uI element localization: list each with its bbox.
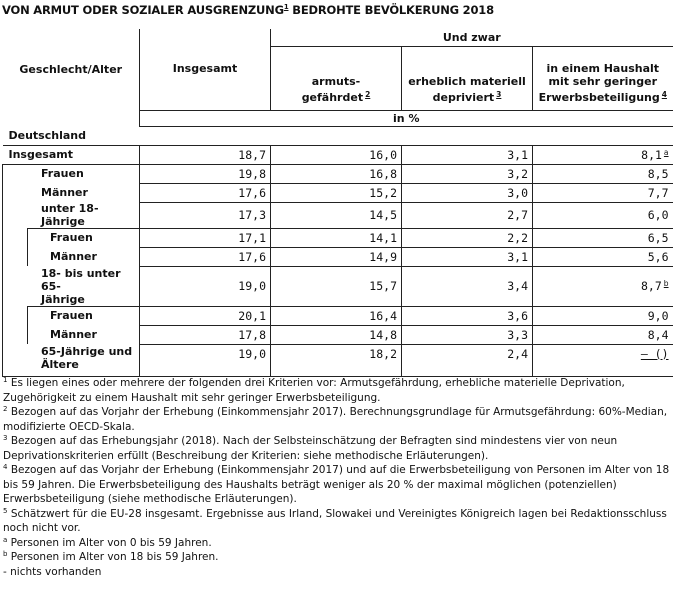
table-row: Frauen 20,1 16,4 3,6 9,0 (3, 306, 673, 325)
table-row: Frauen 17,1 14,1 2,2 6,5 (3, 228, 673, 247)
footnote: $^a$ Personen im Alter von 0 bis 59 Jahren. (3, 535, 212, 549)
footnotes (3, 376, 671, 579)
footnote: $^1$ Es liegen eines oder mehrere der folgenden drei Kriterien vor: Armutsgefährdung, erhebliche materielle Deprivation, Zugehörigkeit zu einem Haushalt mit sehr geringer Erwerbsbeteiligung. (3, 376, 625, 404)
header-und-zwar: Und zwar (271, 29, 673, 46)
table-row: Frauen 19,8 16,8 3,2 8,5 (3, 164, 673, 183)
section-label: Deutschland (3, 126, 673, 145)
header-label: Geschlecht/Alter (19, 63, 123, 76)
header-haushalt: in einem Haushalt mit sehr geringer Erwerbsbeteiligung $^4$ (533, 46, 673, 110)
footnote: - nichts vorhanden (3, 565, 102, 578)
table-row: Männer 17,8 14,8 3,3 8,4 (3, 325, 673, 344)
table-row: 65-Jährige und Ältere 19,0 18,2 2,4 – () (3, 344, 673, 376)
footnote: $^3$ Bezogen auf das Erhebungsjahr (2018). Nach der Selbsteinschätzung der Befragten sind mindestens vier von neun Deprivationskriterien erfüllt (Beschreibung der Kriterien: siehe methodische Erläuterungen). (3, 434, 618, 462)
poverty-table (2, 29, 673, 377)
header-armut: armuts- gefährdet $^2$ (271, 46, 402, 110)
table-title: VON ARMUT ODER SOZIALER AUSGRENZUNG$^1$ BEDROHTE BEVÖLKERUNG 2018 (2, 3, 494, 17)
table-row: unter 18-Jährige 17,3 14,5 2,7 6,0 (3, 202, 673, 228)
footnote: $^b$ Personen im Alter von 18 bis 59 Jahren. (3, 550, 219, 563)
table-row: 18- bis unter 65- Jährige 19,0 15,7 3,4 8,7 $^b$ (3, 266, 673, 306)
table-row: Männer 17,6 14,9 3,1 5,6 (3, 247, 673, 266)
header-total: Insgesamt (140, 29, 271, 110)
footnote: $^2$ Bezogen auf das Vorjahr der Erhebung (Einkommensjahr 2017). Berechnungsgrundlage für Armutsgefährdung: 60%-Median, modifizierte OECD-Skala. (3, 405, 668, 433)
footnote: $^5$ Schätzwert für die EU-28 insgesamt. Ergebnisse aus Irland, Slowakei und Vereinigtes Königreich lagen bei Redaktionsschluss noch nicht vor. (3, 506, 667, 534)
header-depriv: erheblich materiell depriviert $^3$ (402, 46, 533, 110)
footnote: $^4$ Bezogen auf das Vorjahr der Erhebung (Einkommensjahr 2017) und auf die Erwerbsbeteiligung von Personen im Alter von 18 bis 59 Jahren. Die Erwerbsbeteiligung des Haushalts beträgt weniger als 20 % der maximal möglichen (potenziellen) Erwerbsbeteiligung (siehe methodische Erläuterungen). (3, 463, 670, 505)
unit-label: in % (140, 110, 673, 126)
table-row: Männer 17,6 15,2 3,0 7,7 (3, 183, 673, 202)
table-row: Insgesamt 18,7 16,0 3,1 8,1 $^a$ (3, 145, 673, 164)
